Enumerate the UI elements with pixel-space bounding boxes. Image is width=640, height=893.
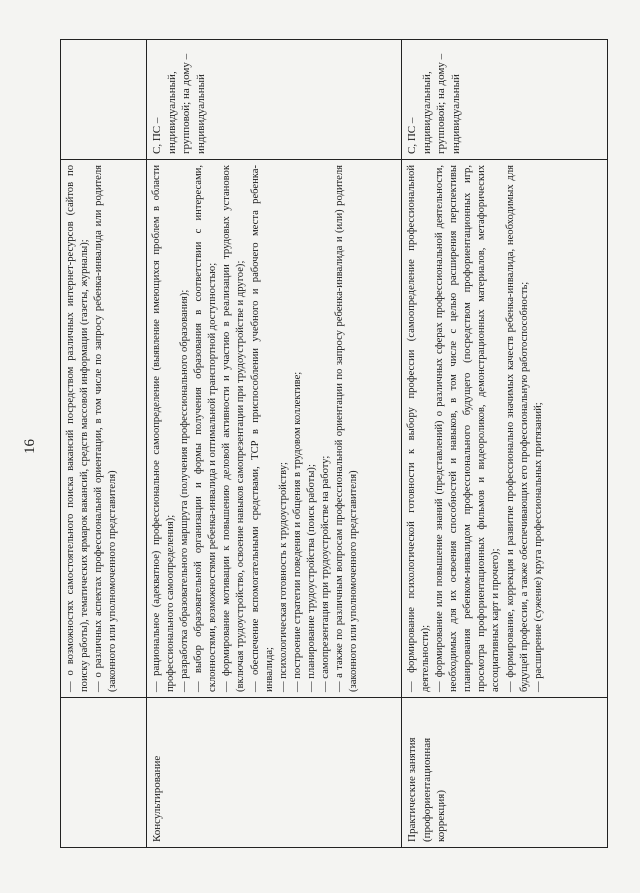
row-3-content bbox=[402, 160, 608, 698]
row-3-form: С, ПС – индивидуальный, групповой; на дому – индивидуальный bbox=[402, 40, 608, 160]
row-2-service-name: Консультирование bbox=[147, 698, 402, 848]
table-row bbox=[147, 40, 402, 848]
list-item: — формирование психологической готовности к выбору профессии (самоопределение профессиональной деятельности); bbox=[406, 165, 432, 692]
list-item: — обеспечение вспомогательными средствами, ТСР в приспособлении учебного и рабочего места ребенка-инвалида; bbox=[249, 165, 275, 692]
table-row bbox=[61, 40, 147, 848]
row-2-content bbox=[147, 160, 402, 698]
list-item: — психологическая готовность к трудоустройству; bbox=[277, 462, 289, 692]
list-item: — планирование трудоустройства (поиск работы); bbox=[305, 464, 317, 692]
list-item: — построение стратегии поведения и общения в трудовом коллективе; bbox=[291, 371, 303, 692]
list-item: — о различных аспектах профессиональной ориентации, в том числе по запросу ребенка-инвалида или родителя (законного или уполномоченного представителя) bbox=[93, 165, 119, 692]
list-item: — формирование, коррекция и развитие профессионально значимых качеств ребенка-инвалида, необходимых для будущей профессии, а также обеспечивающих его профессиональную работоспособность; bbox=[504, 165, 530, 692]
table-row bbox=[402, 40, 608, 848]
row-1-content bbox=[61, 160, 147, 698]
page-number: 16 bbox=[22, 439, 38, 454]
row-3-service-name: Практические занятия (профориентационная коррекция) bbox=[402, 698, 608, 848]
list-item: — о возможностях самостоятельного поиска вакансий посредством различных интернет-ресурсов (сайтов по поиску работы), тематических ярмарок вакансий, средств массовой информации (газеты, журналы); bbox=[65, 165, 91, 692]
list-item: — формирование мотивации к повышению деловой активности и участию в реализации трудовых установок (включая трудоустройство, освоение навыков самопрезентации при трудоустройстве и другое); bbox=[221, 165, 247, 692]
row-1-form bbox=[61, 40, 147, 160]
services-table bbox=[60, 39, 608, 848]
row-1-service-name bbox=[61, 698, 147, 848]
list-item: — расширение (сужение) круга профессиональных притязаний; bbox=[532, 402, 544, 692]
list-item: — рациональное (адекватное) профессиональное самоопределение (выявление имеющихся проблем в области профессионального самоопределения); bbox=[151, 165, 177, 692]
list-item: — формирование или повышение знаний (представлений) о различных сферах профессиональной деятельности, необходимых для их освоения способностей и навыков, в том числе с целью расширения перспективы планирования ребенком-инвалидом профессионального будущего (посредством профориентационных игр, просмотра профориентационных фильмов и видеороликов, демонстрационных материалов, метафорических ассоциативных карт и прочего); bbox=[434, 165, 502, 692]
list-item: — самопрезентация при трудоустройстве на работу; bbox=[319, 455, 331, 692]
list-item: — а также по различным вопросам профессиональной ориентации по запросу ребенка-инвалида и (или) родителя (законного или уполномоченного представителя) bbox=[334, 165, 360, 692]
list-item: — выбор образовательной организации и формы получения образования в соответствии с интересами, склонностями, возможностями ребенка-инвалида и оптимальной транспортной доступностью; bbox=[193, 165, 219, 692]
row-2-form: С, ПС – индивидуальный, групповой; на дому – индивидуальный bbox=[147, 40, 402, 160]
list-item: — разработка образовательного маршрута (получения профессионального образования); bbox=[179, 289, 191, 692]
